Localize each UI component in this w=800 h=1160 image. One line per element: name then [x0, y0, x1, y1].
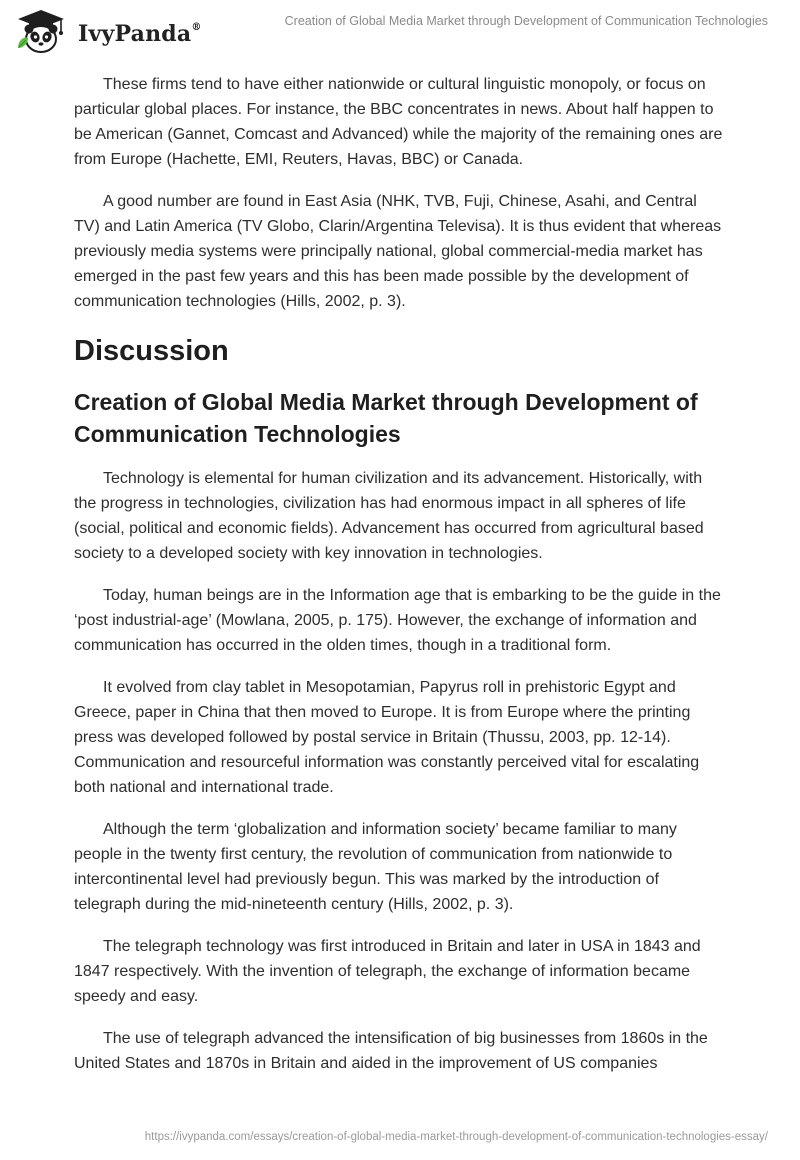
paragraph: Today, human beings are in the Information age that is embarking to be the guide in the ‘post industrial-age’ (Mowlana, 2005, p. 175). However, the exchange of information and communication has occurred in the olden times, though in a traditional form.: [74, 587, 721, 654]
paragraph: It evolved from clay tablet in Mesopotamian, Papyrus roll in prehistoric Egypt and Greece, paper in China that then moved to Europe. It is from Europe where the printing press was developed followed by postal service in Britain (Thussu, 2003, pp. 12-14). Communication and resourceful information was constantly perceived vital for escalating both national and international trade.: [74, 679, 700, 796]
paragraph: These firms tend to have either nationwide or cultural linguistic monopoly, or focus on particular global places. For instance, the BBC concentrates in news. About half happen to be American (Gannet, Comcast and Advanced) while the majority of the remaining ones are from Europe (Hachette, EMI, Reuters, Havas, BBC) or Canada.: [74, 76, 723, 168]
ivypanda-logo[interactable]: [14, 8, 214, 54]
paragraph: Although the term ‘globalization and information society’ became familiar to many people in the twenty first century, the revolution of communication from nationwide to intercontinental level had previously begun. This was marked by the introduction of telegraph during the mid-nineteenth century (Hills, 2002, p. 3).: [74, 821, 677, 913]
source-url[interactable]: https://ivypanda.com/essays/creation-of-global-media-market-through-development-of-communication-technologies-essay/: [144, 1131, 768, 1143]
paragraph: Technology is elemental for human civilization and its advancement. Historically, with the progress in technologies, civilization has had enormous impact in all spheres of life (social, political and economic fields). Advancement has occurred from agricultural based society to a developed society with key innovation in technologies.: [74, 470, 704, 562]
running-title: Creation of Global Media Market through Development of Communication Technologies: [284, 14, 768, 28]
subsection-heading: Creation of Global Media Market through Development of Communication Technologies: [74, 389, 698, 447]
paragraph: The use of telegraph advanced the intensification of big businesses from 1860s in the United States and 1870s in Britain and aided in the improvement of US companies: [74, 1030, 708, 1072]
logo-wordmark: IvyPanda®: [78, 21, 202, 47]
paragraph: A good number are found in East Asia (NHK, TVB, Fuji, Chinese, Asahi, and Central TV) and Latin America (TV Globo, Clarin/Argentina Televisa). It is thus evident that whereas previously media systems were principally national, global commercial-media market has emerged in the past few years and this has been made possible by the development of communication technologies (Hills, 2002, p. 3).: [74, 193, 722, 310]
paragraph: The telegraph technology was first introduced in Britain and later in USA in 1843 and 1847 respectively. With the invention of telegraph, the exchange of information became speedy and easy.: [74, 938, 701, 1005]
section-heading: Discussion: [74, 335, 229, 367]
page-header: [0, 0, 800, 60]
panda-graduate-icon: [14, 8, 70, 54]
article-body: [74, 72, 724, 1093]
